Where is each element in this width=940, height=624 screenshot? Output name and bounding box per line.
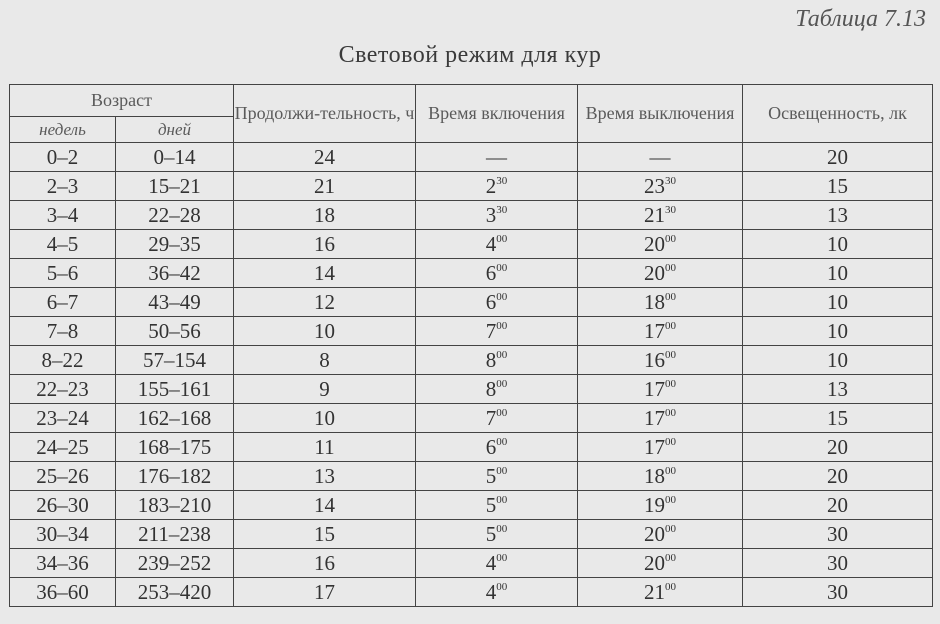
table-body xyxy=(10,143,933,607)
hour-value: 17 xyxy=(644,405,665,430)
on-time-cell xyxy=(416,317,578,346)
weeks-cell: 25–26 xyxy=(10,462,116,491)
duration-cell: 12 xyxy=(234,288,416,317)
on-time-cell xyxy=(416,578,578,607)
age-header: Возраст xyxy=(10,85,234,117)
days-cell: 168–175 xyxy=(116,433,234,462)
illumination-cell: 13 xyxy=(743,375,933,404)
minute-value: 00 xyxy=(665,522,676,535)
on-time-cell xyxy=(416,462,578,491)
minute-value: 00 xyxy=(496,319,508,332)
minute-value: 00 xyxy=(665,493,676,506)
days-cell: 183–210 xyxy=(116,491,234,520)
weeks-header: недель xyxy=(10,117,116,143)
duration-cell: 16 xyxy=(234,549,416,578)
hour-value: 16 xyxy=(644,347,665,372)
on-time-cell xyxy=(416,375,578,404)
table-row xyxy=(10,549,933,578)
hour-value: 8 xyxy=(485,347,497,372)
duration-cell: 10 xyxy=(234,317,416,346)
days-cell: 29–35 xyxy=(116,230,234,259)
duration-cell: 21 xyxy=(234,172,416,201)
weeks-cell: 3–4 xyxy=(10,201,116,230)
table-row xyxy=(10,172,933,201)
minute-value: 00 xyxy=(496,232,508,245)
table-row xyxy=(10,462,933,491)
off-time-cell xyxy=(578,491,743,520)
minute-value: 00 xyxy=(496,493,508,506)
on-time-cell xyxy=(416,549,578,578)
illumination-cell: 10 xyxy=(743,288,933,317)
off-time-cell xyxy=(578,288,743,317)
duration-cell: 10 xyxy=(234,404,416,433)
on-time-cell xyxy=(416,404,578,433)
days-cell: 0–14 xyxy=(116,143,234,172)
on-time-cell xyxy=(416,172,578,201)
days-cell: 57–154 xyxy=(116,346,234,375)
illumination-cell: 30 xyxy=(743,578,933,607)
duration-cell: 17 xyxy=(234,578,416,607)
off-time-cell xyxy=(578,172,743,201)
off-time-cell xyxy=(578,230,743,259)
off-time-cell xyxy=(578,346,743,375)
off-time-cell xyxy=(578,143,743,172)
days-cell: 211–238 xyxy=(116,520,234,549)
duration-cell: 14 xyxy=(234,491,416,520)
off-time-cell xyxy=(578,433,743,462)
hour-value: 17 xyxy=(644,376,665,401)
minute-value: 00 xyxy=(665,464,676,477)
table-title: Световой режим для кур xyxy=(338,42,602,68)
off-time-cell xyxy=(578,549,743,578)
weeks-cell: 34–36 xyxy=(10,549,116,578)
minute-value: 00 xyxy=(665,406,676,419)
weeks-cell: 7–8 xyxy=(10,317,116,346)
illumination-cell: 10 xyxy=(743,230,933,259)
hour-value: 21 xyxy=(644,579,665,604)
minute-value: 00 xyxy=(496,348,508,361)
off-time-cell xyxy=(578,201,743,230)
days-cell: 162–168 xyxy=(116,404,234,433)
duration-cell: 14 xyxy=(234,259,416,288)
hour-value: 20 xyxy=(644,231,665,256)
table-row xyxy=(10,143,933,172)
table-row xyxy=(10,230,933,259)
hour-value: — xyxy=(649,144,671,169)
duration-cell: 15 xyxy=(234,520,416,549)
off-time-cell xyxy=(578,259,743,288)
hour-value: 7 xyxy=(485,405,497,430)
hour-value: 4 xyxy=(485,579,497,604)
weeks-cell: 23–24 xyxy=(10,404,116,433)
days-cell: 155–161 xyxy=(116,375,234,404)
on-time-cell xyxy=(416,201,578,230)
weeks-cell: 36–60 xyxy=(10,578,116,607)
weeks-cell: 6–7 xyxy=(10,288,116,317)
hour-value: 4 xyxy=(485,231,497,256)
table-row xyxy=(10,491,933,520)
table-row xyxy=(10,288,933,317)
on-time-cell xyxy=(416,259,578,288)
on-time-cell xyxy=(416,143,578,172)
table-row xyxy=(10,404,933,433)
hour-value: 20 xyxy=(644,550,665,575)
minute-value: 00 xyxy=(665,319,676,332)
illumination-cell: 20 xyxy=(743,491,933,520)
duration-cell: 24 xyxy=(234,143,416,172)
days-cell: 43–49 xyxy=(116,288,234,317)
weeks-cell: 8–22 xyxy=(10,346,116,375)
hour-value: 5 xyxy=(485,521,497,546)
minute-value: 00 xyxy=(665,290,676,303)
minute-value: 00 xyxy=(496,435,508,448)
off-time-cell xyxy=(578,375,743,404)
duration-cell: 16 xyxy=(234,230,416,259)
on-time-cell xyxy=(416,346,578,375)
days-header: дней xyxy=(116,117,234,143)
days-cell: 36–42 xyxy=(116,259,234,288)
weeks-cell: 24–25 xyxy=(10,433,116,462)
hour-value: 19 xyxy=(644,492,665,517)
minute-value: 00 xyxy=(665,232,676,245)
minute-value: 00 xyxy=(665,580,676,593)
weeks-cell: 2–3 xyxy=(10,172,116,201)
illumination-cell: 10 xyxy=(743,346,933,375)
table-row xyxy=(10,259,933,288)
table-row xyxy=(10,578,933,607)
hour-value: 3 xyxy=(485,202,497,227)
hour-value: 18 xyxy=(644,463,665,488)
hour-value: 6 xyxy=(485,260,497,285)
minute-value: 30 xyxy=(665,203,676,216)
illumination-cell: 30 xyxy=(743,549,933,578)
minute-value: 00 xyxy=(496,290,508,303)
illumination-cell: 20 xyxy=(743,433,933,462)
hour-value: 8 xyxy=(485,376,497,401)
minute-value: 00 xyxy=(496,377,508,390)
minute-value: 00 xyxy=(496,522,508,535)
hour-value: 5 xyxy=(485,492,497,517)
table-row xyxy=(10,520,933,549)
hour-value: — xyxy=(486,144,507,169)
illumination-cell: 13 xyxy=(743,201,933,230)
hour-value: 21 xyxy=(644,202,665,227)
illumination-cell: 20 xyxy=(743,462,933,491)
hour-value: 2 xyxy=(485,173,497,198)
duration-cell: 8 xyxy=(234,346,416,375)
minute-value: 00 xyxy=(665,261,676,274)
hour-value: 17 xyxy=(644,318,665,343)
illumination-cell: 15 xyxy=(743,404,933,433)
hour-value: 23 xyxy=(644,173,665,198)
illumination-cell: 20 xyxy=(743,143,933,172)
hour-value: 4 xyxy=(485,550,497,575)
minute-value: 00 xyxy=(665,377,676,390)
minute-value: 00 xyxy=(496,261,508,274)
hour-value: 6 xyxy=(485,434,497,459)
minute-value: 00 xyxy=(496,580,508,593)
hour-value: 17 xyxy=(644,434,665,459)
weeks-cell: 30–34 xyxy=(10,520,116,549)
on-time-cell xyxy=(416,520,578,549)
illumination-header: Освещенность, лк xyxy=(743,85,933,143)
weeks-cell: 5–6 xyxy=(10,259,116,288)
days-cell: 176–182 xyxy=(116,462,234,491)
minute-value: 00 xyxy=(665,551,676,564)
off-time-header: Время выключения xyxy=(578,85,743,143)
table-row xyxy=(10,375,933,404)
off-time-cell xyxy=(578,520,743,549)
minute-value: 30 xyxy=(496,174,508,187)
hour-value: 7 xyxy=(485,318,497,343)
minute-value: 00 xyxy=(496,464,508,477)
on-time-cell xyxy=(416,288,578,317)
table-row xyxy=(10,201,933,230)
table-row xyxy=(10,346,933,375)
weeks-cell: 4–5 xyxy=(10,230,116,259)
duration-cell: 18 xyxy=(234,201,416,230)
weeks-cell: 22–23 xyxy=(10,375,116,404)
off-time-cell xyxy=(578,578,743,607)
duration-cell: 13 xyxy=(234,462,416,491)
light-regime-table xyxy=(9,84,933,607)
on-time-cell xyxy=(416,433,578,462)
minute-value: 00 xyxy=(665,435,676,448)
minute-value: 30 xyxy=(665,174,676,187)
off-time-cell xyxy=(578,317,743,346)
illumination-cell: 15 xyxy=(743,172,933,201)
minute-value: 00 xyxy=(496,406,508,419)
table-row xyxy=(10,433,933,462)
illumination-cell: 10 xyxy=(743,317,933,346)
off-time-cell xyxy=(578,404,743,433)
illumination-cell: 10 xyxy=(743,259,933,288)
table-row xyxy=(10,317,933,346)
duration-header: Продолжи-тельность, ч xyxy=(234,85,416,143)
on-time-cell xyxy=(416,230,578,259)
table-number: Таблица 7.13 xyxy=(795,6,926,32)
minute-value: 00 xyxy=(665,348,676,361)
days-cell: 253–420 xyxy=(116,578,234,607)
duration-cell: 11 xyxy=(234,433,416,462)
hour-value: 5 xyxy=(485,463,497,488)
weeks-cell: 0–2 xyxy=(10,143,116,172)
hour-value: 20 xyxy=(644,260,665,285)
illumination-cell: 30 xyxy=(743,520,933,549)
on-time-header: Время включения xyxy=(416,85,578,143)
off-time-cell xyxy=(578,462,743,491)
hour-value: 18 xyxy=(644,289,665,314)
hour-value: 20 xyxy=(644,521,665,546)
minute-value: 00 xyxy=(496,551,508,564)
days-cell: 22–28 xyxy=(116,201,234,230)
weeks-cell: 26–30 xyxy=(10,491,116,520)
minute-value: 30 xyxy=(496,203,508,216)
days-cell: 15–21 xyxy=(116,172,234,201)
hour-value: 6 xyxy=(485,289,497,314)
on-time-cell xyxy=(416,491,578,520)
days-cell: 239–252 xyxy=(116,549,234,578)
days-cell: 50–56 xyxy=(116,317,234,346)
duration-cell: 9 xyxy=(234,375,416,404)
